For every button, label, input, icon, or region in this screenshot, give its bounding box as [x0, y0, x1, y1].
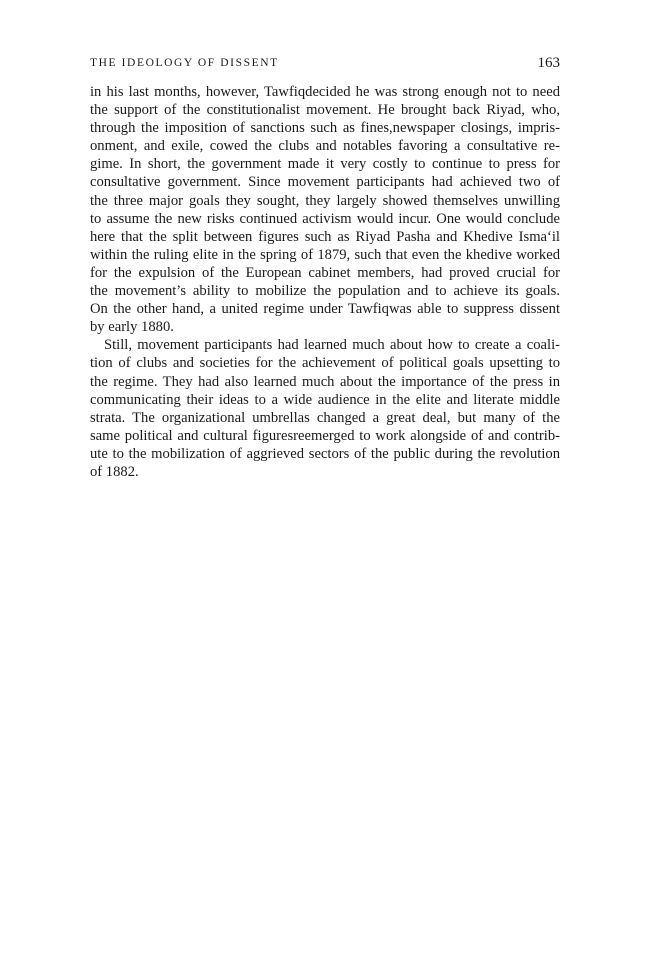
paragraph-1 [90, 83, 560, 336]
text-line: the regime. They had also learned much about the importance of the press in [90, 373, 560, 390]
text-line: ute to the mobilization of aggrieved sectors of the public during the revolution [90, 445, 560, 462]
text-line: gime. In short, the government made it very costly to continue to press for [90, 156, 560, 173]
text-line: to assume the new risks continued activism would incur. One would conclude [90, 210, 560, 227]
text-line: through the imposition of sanctions such as fines,newspaper closings, impris- [90, 120, 560, 137]
text-line: within the ruling elite in the spring of 1879, such that even the khedive worked [90, 246, 560, 263]
text-line: communicating their ideas to a wide audience in the elite and literate middle [90, 391, 560, 408]
page-header [90, 55, 560, 75]
text-line: same political and cultural figuresreemerged to work alongside of and contrib- [90, 427, 560, 444]
body-text [90, 83, 560, 481]
text-line: strata. The organizational umbrellas changed a great deal, but many of the [90, 409, 560, 426]
text-line: for the expulsion of the European cabinet members, had proved crucial for [90, 264, 560, 281]
text-line: consultative government. Since movement participants had achieved two of [90, 174, 560, 191]
text-line: onment, and exile, cowed the clubs and notables favoring a consultative re- [90, 138, 560, 155]
text-line: the three major goals they sought, they largely showed themselves unwilling [90, 192, 560, 209]
text-line: On the other hand, a united regime under Tawfiqwas able to suppress dissent [90, 301, 560, 318]
text-line: the movement’s ability to mobilize the population and to achieve its goals. [90, 283, 560, 300]
text-line: tion of clubs and societies for the achievement of political goals upsetting to [90, 355, 560, 372]
page-number: 163 [537, 55, 560, 71]
text-line: of 1882. [90, 463, 139, 480]
text-line: in his last months, however, Tawfiqdecided he was strong enough not to need [90, 84, 560, 100]
text-line: Still, movement participants had learned much about how to create a coali- [104, 337, 560, 354]
text-line: the support of the constitutionalist movement. He brought back Riyad, who, [90, 102, 560, 119]
text-line: here that the split between figures such as Riyad Pasha and Khedive Isma‘il [90, 228, 560, 245]
text-line: by early 1880. [90, 319, 174, 336]
running-head: THE IDEOLOGY OF DISSENT [90, 57, 279, 69]
paragraph-2 [90, 336, 560, 481]
